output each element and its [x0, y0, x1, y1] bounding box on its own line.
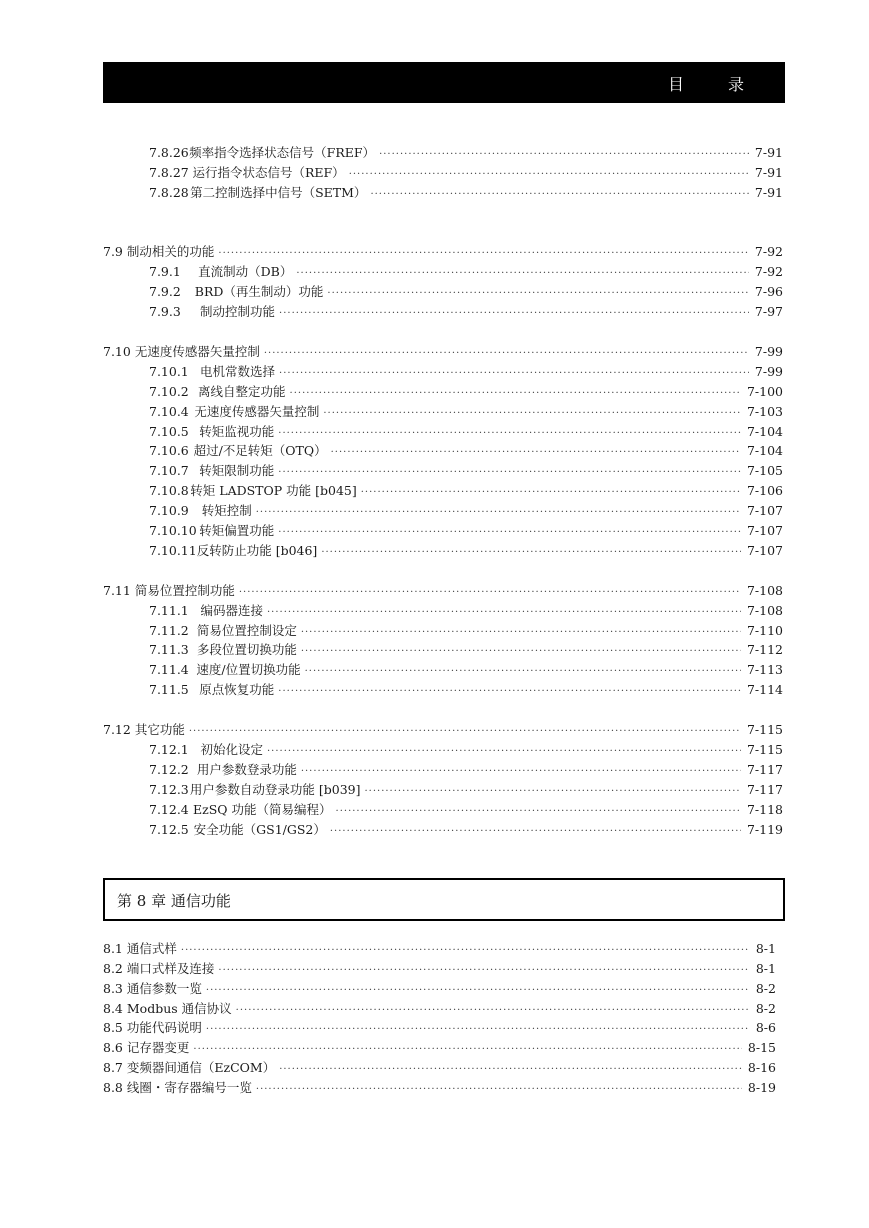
toc-section-number: 8.8	[103, 1080, 123, 1095]
leader-dots	[279, 304, 749, 324]
toc-entry-page: 7-107	[746, 543, 783, 558]
toc-entry[interactable]	[149, 740, 783, 760]
toc-section-title: 制动相关的功能	[126, 244, 215, 259]
toc-entry-title: 转矩 LADSTOP 功能 [b045]	[190, 483, 357, 498]
toc-entry-page: 7-119	[746, 822, 783, 837]
toc-entry-title: 转矩控制	[201, 503, 252, 518]
toc-section-title: 无速度传感器矢量控制	[134, 344, 260, 359]
toc-section-page: 7-92	[754, 244, 783, 259]
toc-entry[interactable]	[149, 640, 783, 660]
toc-entry-number: 7.8.28	[149, 185, 189, 200]
toc-section-title: 通信式样	[126, 941, 177, 956]
toc-entry-page: 7-114	[746, 682, 783, 697]
toc-entry-page: 7-103	[746, 404, 783, 419]
toc-entry-title: 频率指令选择状态信号（FREF）	[189, 145, 376, 160]
leader-dots	[327, 284, 749, 304]
toc-entry-number: 7.11.5	[149, 682, 189, 697]
toc-entry-title: 初始化设定	[200, 742, 263, 757]
toc-section[interactable]	[103, 1038, 776, 1058]
toc-entry-page: 7-110	[746, 623, 783, 638]
toc-entry[interactable]	[149, 521, 783, 541]
toc-entry-title: 用户参数登录功能	[196, 762, 297, 777]
toc-entry-number: 7.9.3	[149, 304, 181, 319]
chapter-heading[interactable]	[103, 878, 785, 921]
toc-entry-page: 7-117	[746, 762, 783, 777]
toc-entry[interactable]	[149, 481, 783, 501]
toc-entry-page: 7-91	[754, 165, 783, 180]
toc-entry-title: 简易位置控制设定	[196, 623, 297, 638]
toc-entry-page: 7-107	[746, 523, 783, 538]
leader-dots	[206, 1020, 750, 1040]
header-bar	[103, 62, 785, 103]
toc-entry[interactable]	[149, 422, 783, 442]
leader-dots	[364, 782, 740, 802]
toc-entry[interactable]	[149, 501, 783, 521]
leader-dots	[218, 961, 749, 981]
toc-entry-number: 7.12.5	[149, 822, 189, 837]
toc-section[interactable]	[103, 979, 776, 999]
toc-section-title: 功能代码说明	[126, 1020, 202, 1035]
leader-dots	[301, 642, 741, 662]
toc-entry-page: 7-97	[754, 304, 783, 319]
page-title: 目 录	[667, 75, 758, 94]
toc-entry-title: 转矩限制功能	[199, 463, 275, 478]
toc-section-page: 8-19	[747, 1080, 776, 1095]
toc-entry-number: 7.12.1	[149, 742, 189, 757]
toc-entry[interactable]	[149, 262, 783, 282]
toc-entry-title: 多段位置切换功能	[196, 642, 297, 657]
toc-entry[interactable]	[149, 282, 783, 302]
toc-section-number: 7.10	[103, 344, 131, 359]
toc-entry[interactable]	[149, 143, 783, 163]
toc-entry-title: 超过/不足转矩（OTQ）	[193, 443, 327, 458]
toc-section-number: 8.2	[103, 961, 123, 976]
toc-section-number: 8.7	[103, 1060, 123, 1075]
toc-entry-title: 运行指令状态信号（REF）	[192, 165, 345, 180]
toc-section-number: 8.6	[103, 1040, 123, 1055]
toc-section-number: 8.1	[103, 941, 123, 956]
toc-section-page: 8-6	[755, 1020, 776, 1035]
toc-section-page: 8-15	[747, 1040, 776, 1055]
toc-entry-number: 7.10.7	[149, 463, 189, 478]
leader-dots	[189, 722, 741, 742]
leader-dots	[279, 364, 749, 384]
leader-dots	[330, 822, 741, 842]
toc-entry-page: 7-106	[746, 483, 783, 498]
toc-section-title: 其它功能	[134, 722, 185, 737]
toc-entry-page: 7-117	[746, 782, 783, 797]
toc-entry-page: 7-91	[754, 185, 783, 200]
toc-entry-number: 7.10.6	[149, 443, 189, 458]
leader-dots	[336, 802, 741, 822]
toc-entry[interactable]	[149, 541, 783, 561]
toc-entry-number: 7.11.1	[149, 603, 189, 618]
toc-entry-title: 转矩偏置功能	[199, 523, 275, 538]
toc-entry-number: 7.10.10	[149, 523, 197, 538]
toc-entry-number: 7.10.5	[149, 424, 189, 439]
toc-entry-number: 7.9.2	[149, 284, 181, 299]
toc-entry[interactable]	[149, 441, 783, 461]
toc-entry-title: 制动控制功能	[200, 304, 276, 319]
toc-entry-page: 7-99	[754, 364, 783, 379]
leader-dots	[370, 185, 748, 205]
toc-entry-number: 7.11.4	[149, 662, 189, 677]
toc-section-number: 7.12	[103, 722, 131, 737]
toc-entry-number: 7.11.3	[149, 642, 189, 657]
toc-entry[interactable]	[149, 302, 783, 322]
toc-section[interactable]	[103, 242, 783, 262]
toc-entry-title: 无速度传感器矢量控制	[194, 404, 320, 419]
toc-section[interactable]	[103, 1078, 776, 1098]
toc-entry-page: 7-100	[746, 384, 783, 399]
toc-entry-page: 7-113	[746, 662, 783, 677]
toc-section-title: 变频器间通信（EzCOM）	[126, 1060, 276, 1075]
toc-section-page: 8-2	[755, 981, 776, 996]
toc-entry-number: 7.10.4	[149, 404, 189, 419]
toc-section[interactable]	[103, 1058, 776, 1078]
toc-section-page: 7-115	[746, 722, 783, 737]
leader-dots	[379, 145, 749, 165]
toc-section-page: 7-99	[754, 344, 783, 359]
toc-entry-title: 反转防止功能 [b046]	[196, 543, 318, 558]
leader-dots	[323, 404, 741, 424]
toc-section-page: 8-1	[755, 961, 776, 976]
toc-section[interactable]	[103, 581, 783, 601]
toc-entry-page: 7-91	[754, 145, 783, 160]
leader-dots	[264, 344, 749, 364]
toc-section[interactable]	[103, 939, 776, 959]
leader-dots	[305, 662, 741, 682]
toc-section[interactable]	[103, 342, 783, 362]
toc-section-page: 8-2	[755, 1001, 776, 1016]
toc-section-title: 记存器变更	[126, 1040, 190, 1055]
toc-entry-number: 7.10.11	[149, 543, 197, 558]
toc-section-title: 通信参数一览	[126, 981, 202, 996]
leader-dots	[267, 742, 741, 762]
toc-entry[interactable]	[149, 780, 783, 800]
toc-section[interactable]	[103, 720, 783, 740]
toc-entry-title: EzSQ 功能（简易编程）	[193, 802, 332, 817]
toc-section-page: 7-108	[746, 583, 783, 598]
toc-entry-number: 7.12.3	[149, 782, 189, 797]
toc-entry[interactable]	[149, 163, 783, 183]
leader-dots	[278, 463, 741, 483]
toc-entry-page: 7-118	[746, 802, 783, 817]
leader-dots	[278, 682, 741, 702]
toc-entry[interactable]	[149, 800, 783, 820]
toc-entry-number: 7.9.1	[149, 264, 181, 279]
leader-dots	[290, 384, 741, 404]
toc-entry-number: 7.10.8	[149, 483, 189, 498]
toc-entry-title: 电机常数选择	[200, 364, 276, 379]
toc-section-page: 8-16	[747, 1060, 776, 1075]
toc-entry-title: 原点恢复功能	[199, 682, 275, 697]
toc-section-number: 8.5	[103, 1020, 123, 1035]
toc-entry-page: 7-108	[746, 603, 783, 618]
toc-entry-number: 7.10.2	[149, 384, 189, 399]
toc-entry-title: 直流制动（DB）	[198, 264, 293, 279]
leader-dots	[296, 264, 749, 284]
toc-section-page: 8-1	[755, 941, 776, 956]
toc-entry-number: 7.8.27	[149, 165, 189, 180]
toc-entry-number: 7.12.4	[149, 802, 189, 817]
toc-entry-title: 转矩监视功能	[199, 424, 275, 439]
leader-dots	[349, 165, 749, 185]
toc-entry-number: 7.10.1	[149, 364, 189, 379]
leader-dots	[279, 1060, 742, 1080]
toc-entry[interactable]	[149, 820, 783, 840]
toc-section-number: 8.4	[103, 1001, 123, 1016]
leader-dots	[301, 762, 741, 782]
toc-section-title: 简易位置控制功能	[134, 583, 235, 598]
toc-entry-number: 7.10.9	[149, 503, 189, 518]
leader-dots	[331, 443, 741, 463]
toc-section[interactable]	[103, 1018, 776, 1038]
leader-dots	[321, 543, 741, 563]
toc-entry[interactable]	[149, 601, 783, 621]
toc-section-title: Modbus 通信协议	[126, 1001, 232, 1016]
chapter-title: 第 8 章 通信功能	[117, 892, 231, 910]
toc-entry-page: 7-105	[746, 463, 783, 478]
toc-entry-page: 7-104	[746, 443, 783, 458]
leader-dots	[361, 483, 741, 503]
toc-entry[interactable]	[149, 760, 783, 780]
toc-entry-page: 7-96	[754, 284, 783, 299]
toc-entry-number: 7.11.2	[149, 623, 189, 638]
toc-entry-title: 用户参数自动登录功能 [b039]	[189, 782, 361, 797]
toc-entry-page: 7-115	[746, 742, 783, 757]
toc-section-number: 8.3	[103, 981, 123, 996]
leader-dots	[256, 1080, 742, 1100]
toc-entry-title: 第二控制选择中信号（SETM）	[190, 185, 367, 200]
leader-dots	[267, 603, 741, 623]
toc-entry[interactable]	[149, 362, 783, 382]
toc-entry-number: 7.8.26	[149, 145, 189, 160]
toc-section-title: 端口式样及连接	[126, 961, 215, 976]
leader-dots	[218, 244, 749, 264]
toc-entry-title: 离线自整定功能	[198, 384, 286, 399]
leader-dots	[193, 1040, 742, 1060]
toc-entry[interactable]	[149, 382, 783, 402]
toc-entry[interactable]	[149, 402, 783, 422]
leader-dots	[181, 941, 750, 961]
toc-entry-title: 速度/位置切换功能	[196, 662, 301, 677]
toc-entry[interactable]	[149, 621, 783, 641]
leader-dots	[256, 503, 741, 523]
toc-entry[interactable]	[149, 461, 783, 481]
toc-entry-title: 安全功能（GS1/GS2）	[193, 822, 326, 837]
toc-entry-page: 7-107	[746, 503, 783, 518]
toc-entry[interactable]	[149, 183, 783, 203]
toc-entry-title: 编码器连接	[200, 603, 263, 618]
toc-entry-page: 7-104	[746, 424, 783, 439]
toc-section[interactable]	[103, 999, 776, 1019]
toc-entry[interactable]	[149, 680, 783, 700]
leader-dots	[206, 981, 750, 1001]
toc-section[interactable]	[103, 959, 776, 979]
toc-entry[interactable]	[149, 660, 783, 680]
toc-entry-number: 7.12.2	[149, 762, 189, 777]
leader-dots	[239, 583, 741, 603]
leader-dots	[278, 523, 741, 543]
toc-entry-page: 7-112	[746, 642, 783, 657]
toc-entry-page: 7-92	[754, 264, 783, 279]
toc-section-number: 7.11	[103, 583, 131, 598]
toc-section-number: 7.9	[103, 244, 123, 259]
toc-section-title: 线圈・寄存器编号一览	[126, 1080, 252, 1095]
toc-entry-title: BRD（再生制动）功能	[194, 284, 324, 299]
